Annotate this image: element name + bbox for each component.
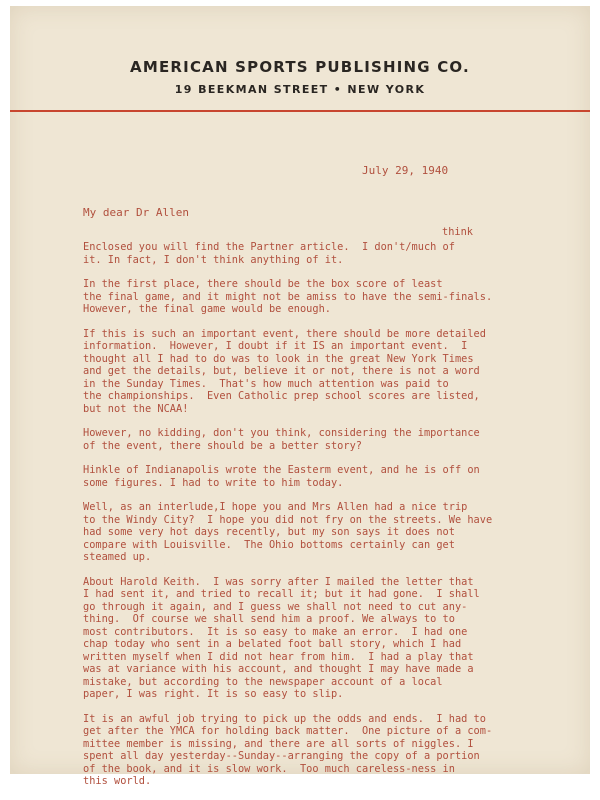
- paragraph: [83, 501, 600, 564]
- text-line: Hinkle of Indianapolis wrote the Easterm event, and he is off on: [83, 464, 480, 476]
- company-address: 19 BEEKMAN STREET • NEW YORK: [174, 83, 426, 96]
- text-line: About Harold Keith. I was sorry after I mailed the letter that: [83, 575, 474, 588]
- paragraph: [83, 427, 600, 452]
- text-line: It is an awful job trying to pick up the odds and ends. I had to: [83, 712, 486, 725]
- text-line: mittee member is missing, and there are all sorts of niggles. I: [83, 737, 474, 750]
- text-line: it. In fact, I don't think anything of it.: [83, 253, 344, 266]
- handwritten-insert: think: [442, 226, 473, 238]
- text-line: If this is such an important event, there should be more detailed: [83, 327, 486, 340]
- text-line: in the Sunday Times. That's how much attention was paid to: [83, 377, 449, 390]
- text-line: the championships. Even Catholic prep school scores are listed,: [83, 390, 480, 402]
- letterhead: [10, 6, 590, 106]
- company-name: AMERICAN SPORTS PUBLISHING CO.: [130, 58, 470, 76]
- paragraph: [83, 278, 600, 316]
- text-line: spent all day yesterday--Sunday--arranging the copy of a portion: [83, 750, 480, 762]
- text-line: this world.: [83, 775, 152, 787]
- paragraph: [83, 241, 600, 266]
- text-line: chap today who sent in a belated foot ball story, which I had: [83, 638, 462, 650]
- text-line: and get the details, but, believe it or not, there is not a word: [83, 365, 480, 377]
- text-line: thing. Of course we shall send him a proof. We always to to: [83, 613, 455, 625]
- text-line: However, the final game would be enough.: [83, 303, 331, 315]
- text-line: information. However, I doubt if it IS an important event. I: [83, 340, 468, 352]
- paragraph: [83, 576, 600, 701]
- text-line: thought all I had to do was to look in the great New York Times: [83, 352, 474, 365]
- text-line: In the first place, there should be the box score of least: [83, 278, 443, 290]
- text-line: mistake, but according to the newspaper account of a local: [83, 675, 443, 688]
- text-line: was at variance with his account, and thought I may have made a: [83, 663, 474, 675]
- text-line: the final game, and it might not be amiss to have the semi-finals.: [83, 290, 493, 303]
- text-line: written myself when I did not hear from him. I had a play that: [83, 650, 474, 663]
- text-line: steamed up.: [83, 551, 152, 563]
- text-line: go through it again, and I guess we shall not need to cut any-: [83, 600, 468, 613]
- paragraph: [83, 464, 600, 489]
- text-line: paper, I was right. It is so easy to slip.: [83, 688, 344, 700]
- text-line: some figures. I had to write to him today.: [83, 476, 344, 489]
- text-line: However, no kidding, don't you think, considering the importance: [83, 427, 480, 439]
- text-line: get after the YMCA for holding back matter. One picture of a com-: [83, 725, 493, 737]
- salutation: My dear Dr Allen: [83, 206, 189, 219]
- text-line: compare with Louisville. The Ohio bottoms certainly can get: [83, 538, 455, 551]
- text-line: but not the NCAA!: [83, 402, 189, 415]
- text-line: of the book, and it is slow work. Too much careless-ness in: [83, 762, 455, 775]
- letter-body: [83, 241, 600, 800]
- text-line: to the Windy City? I hope you did not fry on the streets. We have: [83, 513, 493, 526]
- text-line: Enclosed you will find the Partner article. I don't/much of: [83, 241, 455, 253]
- letter-date: July 29, 1940: [362, 164, 449, 177]
- text-line: had some very hot days recently, but my son says it does not: [83, 526, 455, 538]
- text-line: Well, as an interlude,I hope you and Mrs Allen had a nice trip: [83, 501, 468, 513]
- text-line: of the event, there should be a better story?: [83, 439, 362, 452]
- text-line: most contributors. It is so easy to make an error. I had one: [83, 625, 468, 638]
- letter-page: [10, 6, 590, 787]
- paragraph: [83, 713, 600, 788]
- letterhead-rule: [10, 110, 590, 112]
- paragraph: [83, 328, 600, 416]
- text-line: I had sent it, and tried to recall it; but it had gone. I shall: [83, 588, 480, 600]
